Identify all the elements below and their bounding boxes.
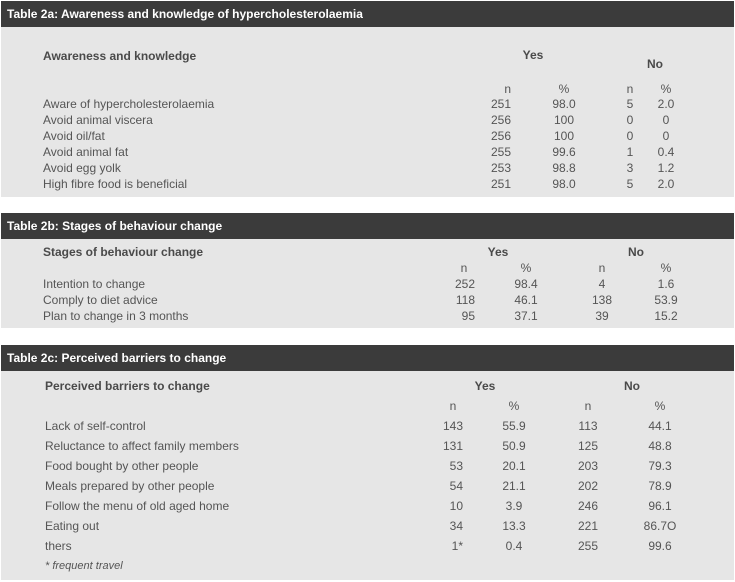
table-2b-yes-pct-header: % — [520, 261, 532, 275]
yes-n-cell: 1* — [451, 539, 463, 553]
no-pct-cell: 86.7O — [643, 519, 677, 533]
yes-n-cell: 255 — [490, 145, 511, 159]
yes-n-cell: 256 — [490, 129, 511, 143]
table-2a-no-pct-header: % — [660, 82, 672, 96]
table-2b — [1, 213, 734, 328]
no-n-cell: 221 — [577, 519, 599, 533]
table-2a-column-label: Awareness and knowledge — [43, 49, 197, 63]
table-2c-no-pct-header: % — [654, 399, 666, 413]
row-label: Lack of self-control — [45, 419, 146, 433]
no-n-cell: 202 — [577, 479, 599, 493]
no-pct-cell: 2.0 — [657, 97, 675, 111]
no-pct-cell: 0.4 — [657, 145, 675, 159]
row-label: Avoid animal viscera — [43, 113, 153, 127]
yes-n-cell: 252 — [454, 277, 475, 291]
table-2b-column-label: Stages of behaviour change — [43, 245, 204, 259]
row-label: Follow the menu of old aged home — [45, 499, 230, 513]
row-label: Meals prepared by other people — [45, 479, 215, 493]
no-pct-cell: 79.3 — [648, 459, 672, 473]
yes-pct-cell: 98.0 — [552, 97, 576, 111]
no-pct-cell: 44.1 — [648, 419, 672, 433]
yes-pct-cell: 50.9 — [502, 439, 526, 453]
row-label: Avoid egg yolk — [43, 161, 121, 175]
table-2a-yes-header: Yes — [522, 48, 544, 62]
no-n-cell: 138 — [591, 293, 613, 307]
yes-n-cell: 251 — [490, 177, 511, 191]
yes-n-cell: 251 — [490, 97, 511, 111]
no-pct-cell: 15.2 — [654, 309, 678, 323]
table-2c-footnote: * frequent travel — [45, 560, 123, 572]
table-2c-body — [1, 371, 734, 580]
no-n-cell: 246 — [577, 499, 599, 513]
table-2a-title: Table 2a: Awareness and knowledge of hypercholesterolaemia — [1, 1, 734, 27]
yes-pct-cell: 37.1 — [514, 309, 538, 323]
row-label: Aware of hypercholesterolaemia — [43, 97, 215, 111]
yes-pct-cell: 46.1 — [514, 293, 538, 307]
no-n-cell: 4 — [598, 277, 606, 291]
table-2b-no-header: No — [628, 245, 644, 259]
table-2b-body — [1, 239, 734, 328]
yes-pct-cell: 20.1 — [502, 459, 526, 473]
row-label: Plan to change in 3 months — [43, 309, 189, 323]
no-n-cell: 255 — [577, 539, 599, 553]
yes-pct-cell: 0.4 — [505, 539, 523, 553]
table-2c-no-n-header: n — [584, 399, 592, 413]
no-n-cell: 3 — [626, 161, 634, 175]
no-n-cell: 5 — [626, 177, 634, 191]
no-pct-cell: 99.6 — [648, 539, 672, 553]
table-2a — [1, 1, 734, 197]
yes-n-cell: 253 — [490, 161, 511, 175]
yes-pct-cell: 98.8 — [552, 161, 576, 175]
yes-n-cell: 118 — [455, 293, 475, 307]
row-label: Intention to change — [43, 277, 146, 291]
yes-n-cell: 34 — [449, 519, 463, 533]
no-n-cell: 125 — [577, 439, 599, 453]
table-2c-no-header: No — [624, 379, 640, 393]
yes-pct-cell: 55.9 — [502, 419, 526, 433]
yes-pct-cell: 100 — [553, 129, 575, 143]
yes-pct-cell: 3.9 — [505, 499, 523, 513]
yes-pct-cell: 98.0 — [552, 177, 576, 191]
no-n-cell: 0 — [626, 113, 634, 127]
table-2b-no-n-header: n — [598, 261, 606, 275]
yes-n-cell: 10 — [449, 499, 463, 513]
no-pct-cell: 0 — [662, 129, 670, 143]
yes-pct-cell: 98.4 — [514, 277, 538, 291]
table-2c-yes-n-header: n — [449, 399, 457, 413]
no-pct-cell: 0 — [662, 113, 670, 127]
row-label: Avoid oil/fat — [43, 129, 105, 143]
no-pct-cell: 53.9 — [654, 293, 678, 307]
no-n-cell: 1 — [626, 145, 634, 159]
yes-n-cell: 54 — [449, 479, 463, 493]
table-2a-no-header: No — [647, 57, 663, 71]
yes-n-cell: 53 — [449, 459, 463, 473]
table-2b-no-pct-header: % — [660, 261, 672, 275]
table-2c-column-label: Perceived barriers to change — [45, 379, 210, 393]
table-2a-yes-n-header: n — [504, 82, 511, 96]
row-label: Reluctance to affect family members — [45, 439, 239, 453]
no-n-cell: 5 — [626, 97, 634, 111]
table-2a-no-n-header: n — [626, 82, 634, 96]
table-2a-yes-pct-header: % — [558, 82, 570, 96]
yes-n-cell: 95 — [461, 309, 475, 323]
no-pct-cell: 1.2 — [657, 161, 675, 175]
table-2c-title: Table 2c: Perceived barriers to change — [1, 345, 734, 371]
table-2c-yes-header: Yes — [474, 379, 496, 393]
yes-pct-cell: 21.1 — [502, 479, 526, 493]
no-n-cell: 113 — [578, 419, 598, 433]
no-n-cell: 0 — [626, 129, 634, 143]
no-n-cell: 203 — [577, 459, 599, 473]
table-2a-body — [1, 27, 734, 197]
row-label: Eating out — [45, 519, 100, 533]
table-2b-title: Table 2b: Stages of behaviour change — [1, 213, 734, 239]
no-pct-cell: 1.6 — [657, 277, 675, 291]
no-pct-cell: 2.0 — [657, 177, 675, 191]
yes-pct-cell: 99.6 — [552, 145, 576, 159]
row-label: Comply to diet advice — [43, 293, 158, 307]
no-pct-cell: 78.9 — [648, 479, 672, 493]
yes-n-cell: 256 — [490, 113, 511, 127]
table-2b-yes-n-header: n — [460, 261, 468, 275]
table-2c — [1, 345, 734, 580]
no-pct-cell: 48.8 — [648, 439, 672, 453]
yes-pct-cell: 100 — [553, 113, 575, 127]
yes-n-cell: 131 — [442, 439, 463, 453]
row-label: Avoid animal fat — [43, 145, 129, 159]
yes-n-cell: 143 — [442, 419, 463, 433]
row-label: High fibre food is beneficial — [43, 177, 188, 191]
yes-pct-cell: 13.3 — [502, 519, 526, 533]
no-pct-cell: 96.1 — [648, 499, 672, 513]
row-label: Food bought by other people — [45, 459, 199, 473]
table-2c-yes-pct-header: % — [508, 399, 520, 413]
table-2b-yes-header: Yes — [487, 245, 509, 259]
row-label: thers — [45, 539, 72, 553]
no-n-cell: 39 — [595, 309, 609, 323]
